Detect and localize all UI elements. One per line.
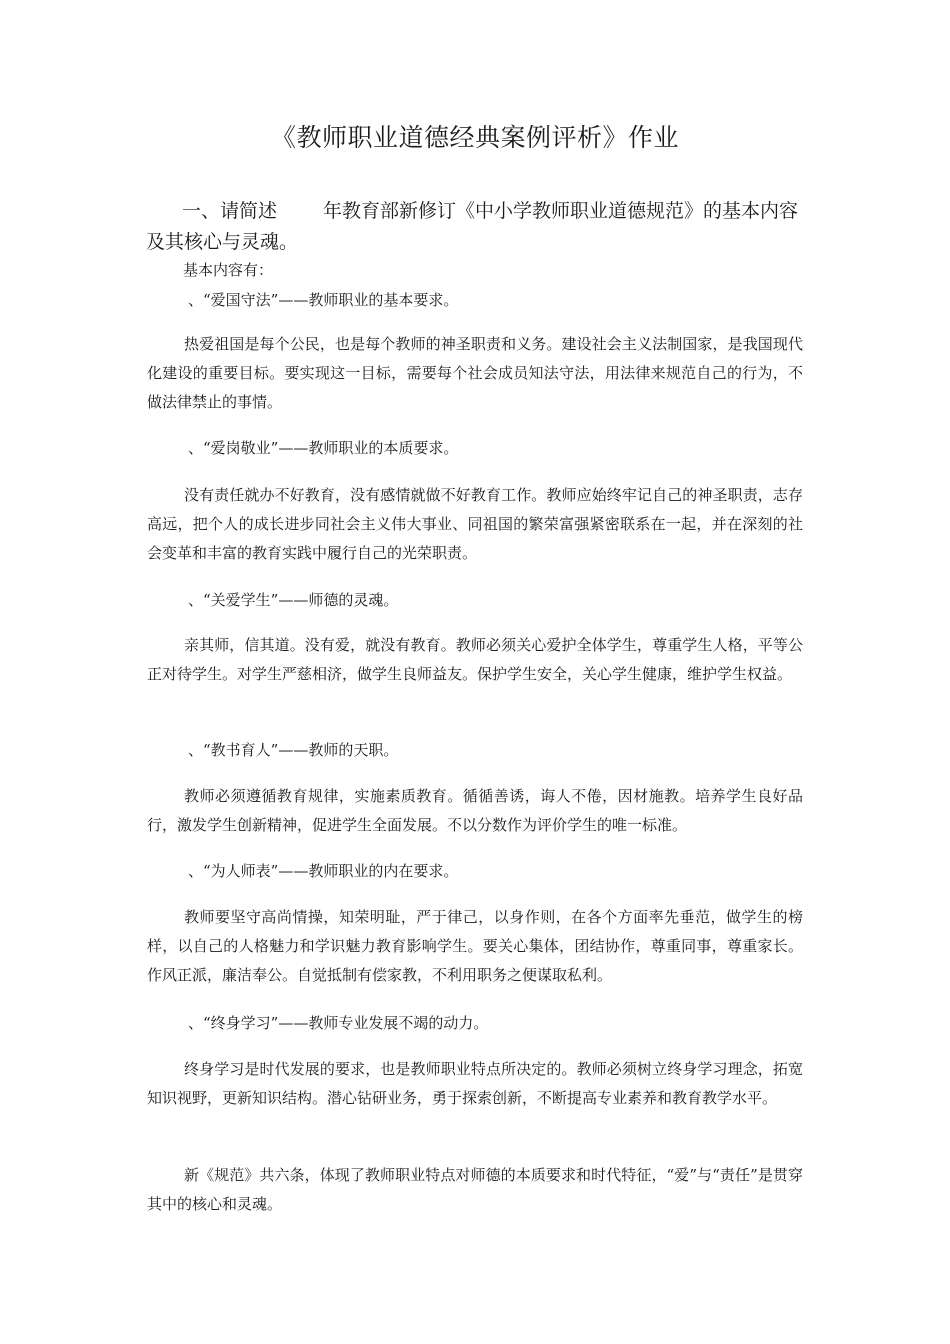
conclusion-paragraph: 新《规范》共六条，体现了教师职业特点对师德的本质要求和时代特征，“爱”与“责任”是贯穿其中的核心和灵魂。	[147, 1166, 803, 1213]
section-heading-5: 、“为人师表”——教师职业的内在要求。	[188, 862, 459, 880]
section-body-2: 没有责任就办不好教育，没有感情就做不好教育工作。教师应始终牢记自己的神圣职责，志存高远，把个人的成长进步同社会主义伟大事业、同祖国的繁荣富强紧密联系在一起，并在深刻的社会变革和丰富的教育实践中履行自己的光荣职责。	[147, 486, 803, 562]
section-body-6: 终身学习是时代发展的要求，也是教师职业特点所决定的。教师必须树立终身学习理念，拓宽知识视野，更新知识结构。潜心钻研业务，勇于探索创新，不断提高专业素养和教育教学水平。	[147, 1060, 803, 1107]
section-heading-6: 、“终身学习”——教师专业发展不竭的动力。	[188, 1014, 489, 1032]
section-body-4: 教师必须遵循教育规律，实施素质教育。循循善诱，诲人不倦，因材施教。培养学生良好品行，激发学生创新精神，促进学生全面发展。不以分数作为评价学生的唯一标准。	[147, 787, 803, 834]
document-title: 《教师职业道德经典案例评析》作业	[270, 123, 679, 152]
question-prompt	[146, 196, 814, 258]
section-heading-4: 、“教书育人”——教师的天职。	[188, 741, 399, 759]
section-body-5: 教师要坚守高尚情操，知荣明耻，严于律己，以身作则，在各个方面率先垂范，做学生的榜样，以自己的人格魅力和学识魅力教育影响学生。要关心集体，团结协作，尊重同事，尊重家长。作风正派，廉洁奉公。自觉抵制有偿家教，不利用职务之便谋取私利。	[147, 908, 803, 984]
section-heading-2: 、“爱岗敬业”——教师职业的本质要求。	[188, 439, 459, 457]
section-body-1: 热爱祖国是每个公民，也是每个教师的神圣职责和义务。建设社会主义法制国家，是我国现代化建设的重要目标。要实现这一目标，需要每个社会成员知法守法，用法律来规范自己的行为，不做法律禁止的事情。	[147, 335, 803, 411]
basic-content-label: 基本内容有：	[183, 261, 274, 279]
section-body-3: 亲其师，信其道。没有爱，就没有教育。教师必须关心爱护全体学生，尊重学生人格，平等公正对待学生。对学生严慈相济，做学生良师益友。保护学生安全，关心学生健康，维护学生权益。	[147, 636, 803, 683]
section-heading-3: 、“关爱学生”——师德的灵魂。	[188, 591, 399, 609]
section-heading-1: 、“爱国守法”——教师职业的基本要求。	[188, 291, 459, 309]
question-part-1: 一、请简述	[182, 200, 278, 222]
question-part-2: 年教育部新修订《中小学教师职业道德规范》的基本内容及其核心与灵魂。	[146, 200, 799, 253]
